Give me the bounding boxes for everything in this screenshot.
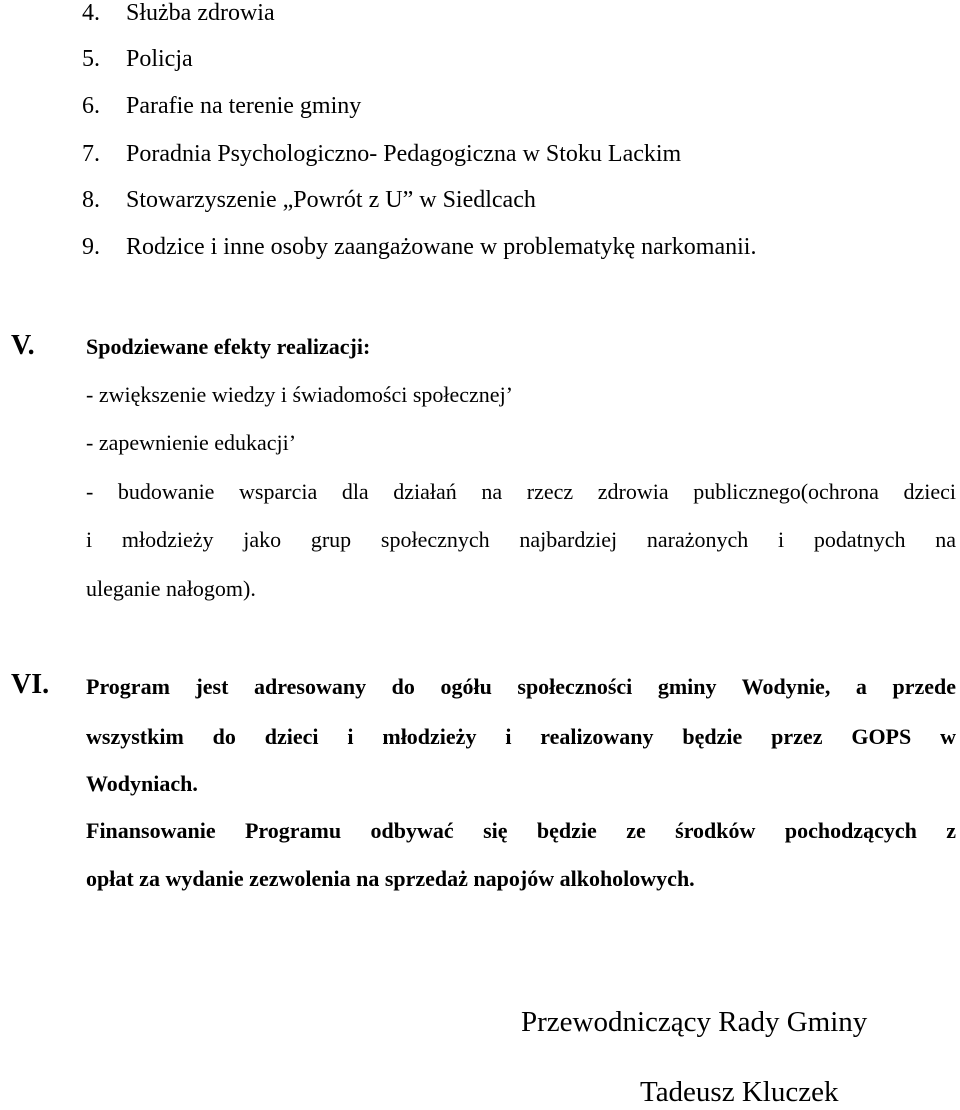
section-line: wszystkim do dzieci i młodzieży i realizowany będzie przez GOPS w <box>86 724 956 749</box>
list-item-number: 9. <box>82 234 100 260</box>
list-item-text: Poradnia Psychologiczno- Pedagogiczna w Stoku Lackim <box>126 141 682 167</box>
section-number: VI. <box>11 669 50 700</box>
signature-name: Tadeusz Kluczek <box>640 1076 839 1108</box>
section-line: Program jest adresowany do ogółu społeczności gminy Wodynie, a przede <box>86 674 956 699</box>
section-line: - zapewnienie edukacji’ <box>86 430 297 455</box>
section-line: Finansowanie Programu odbywać się będzie ze środków pochodzących z <box>86 818 956 843</box>
section-line: - zwiększenie wiedzy i świadomości społecznej’ <box>86 382 514 407</box>
section-number: V. <box>11 330 35 361</box>
section-line: Wodyniach. <box>86 771 198 796</box>
signature-role: Przewodniczący Rady Gminy <box>521 1006 868 1038</box>
list-item-number: 4. <box>82 0 100 26</box>
list-item-text: Rodzice i inne osoby zaangażowane w problematykę narkomanii. <box>126 234 757 260</box>
list-item-number: 5. <box>82 46 100 72</box>
list-item-number: 8. <box>82 187 100 213</box>
list-item-text: Stowarzyszenie „Powrót z U” w Siedlcach <box>126 187 536 213</box>
section-line: opłat za wydanie zezwolenia na sprzedaż napojów alkoholowych. <box>86 866 695 891</box>
section-title: Spodziewane efekty realizacji: <box>86 334 371 359</box>
list-item-text: Parafie na terenie gminy <box>126 93 362 119</box>
section-line: uleganie nałogom). <box>86 576 256 601</box>
list-item-number: 6. <box>82 93 100 119</box>
list-item-text: Policja <box>126 46 193 72</box>
list-item-number: 7. <box>82 141 100 167</box>
section-line: - budowanie wsparcia dla działań na rzecz zdrowia publicznego(ochrona dzieci <box>86 479 956 504</box>
section-line: i młodzieży jako grup społecznych najbardziej narażonych i podatnych na <box>86 527 956 552</box>
list-item-text: Służba zdrowia <box>126 0 275 26</box>
